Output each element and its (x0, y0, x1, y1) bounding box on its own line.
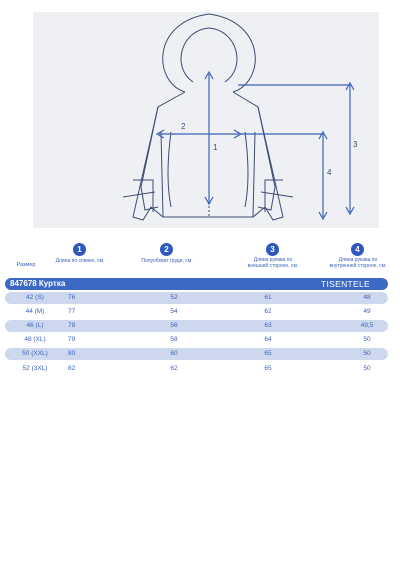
cell-length: 79 (68, 336, 76, 343)
cell-chest: 52 (170, 294, 178, 301)
cell-size: 50 (XXL) (22, 350, 48, 357)
cell-chest: 58 (170, 336, 178, 343)
cell-outer-sleeve: 65 (264, 365, 272, 372)
cell-outer-sleeve: 61 (264, 294, 272, 301)
cell-inner-sleeve: 50 (363, 350, 371, 357)
table-row (5, 306, 388, 318)
cell-size: 44 (M) (25, 308, 45, 315)
cell-chest: 56 (170, 322, 178, 329)
cell-length: 78 (68, 322, 76, 329)
diagram-label-2: 2 (181, 122, 186, 131)
cell-inner-sleeve: 49,5 (360, 322, 374, 329)
column-header-inner-sleeve: Длина рукава по внутренней стороне, см. (329, 257, 387, 269)
table-row (5, 348, 388, 360)
cell-chest: 54 (170, 308, 178, 315)
cell-length: 82 (68, 365, 76, 372)
product-article: 847678 Куртка (10, 279, 66, 288)
product-title-bar (5, 278, 388, 290)
column-number-3: 3 (266, 243, 279, 256)
column-header-length: Длина по спинке, см. (55, 258, 105, 264)
column-number-2: 2 (160, 243, 173, 256)
cell-chest: 60 (170, 350, 178, 357)
cell-size: 48 (XL) (24, 336, 46, 343)
brand-name: TISENTELE (321, 279, 370, 289)
table-row (5, 320, 388, 332)
cell-inner-sleeve: 49 (363, 308, 371, 315)
cell-length: 77 (68, 308, 76, 315)
cell-size: 52 (3XL) (22, 365, 48, 372)
cell-outer-sleeve: 63 (264, 322, 272, 329)
cell-outer-sleeve: 65 (264, 350, 272, 357)
cell-length: 80 (68, 350, 76, 357)
column-number-1: 1 (73, 243, 86, 256)
column-header-chest: Полуобхват груди, см. (141, 258, 193, 264)
cell-inner-sleeve: 50 (363, 336, 371, 343)
size-column-header: Размер (16, 262, 36, 268)
cell-length: 76 (68, 294, 76, 301)
cell-inner-sleeve: 48 (363, 294, 371, 301)
jacket-sketch (33, 12, 379, 228)
cell-chest: 62 (170, 365, 178, 372)
table-row (5, 292, 388, 304)
table-row (5, 334, 388, 346)
diagram-label-4: 4 (327, 168, 332, 177)
diagram-label-3: 3 (353, 140, 358, 149)
jacket-diagram (33, 12, 379, 228)
diagram-label-1: 1 (213, 143, 218, 152)
cell-size: 46 (L) (26, 322, 44, 329)
column-header-outer-sleeve: Длина рукава по внешней стороне, см. (247, 257, 299, 269)
cell-outer-sleeve: 64 (264, 336, 272, 343)
column-number-4: 4 (351, 243, 364, 256)
cell-size: 42 (S) (26, 294, 44, 301)
cell-outer-sleeve: 62 (264, 308, 272, 315)
table-row (5, 363, 388, 375)
cell-inner-sleeve: 50 (363, 365, 371, 372)
